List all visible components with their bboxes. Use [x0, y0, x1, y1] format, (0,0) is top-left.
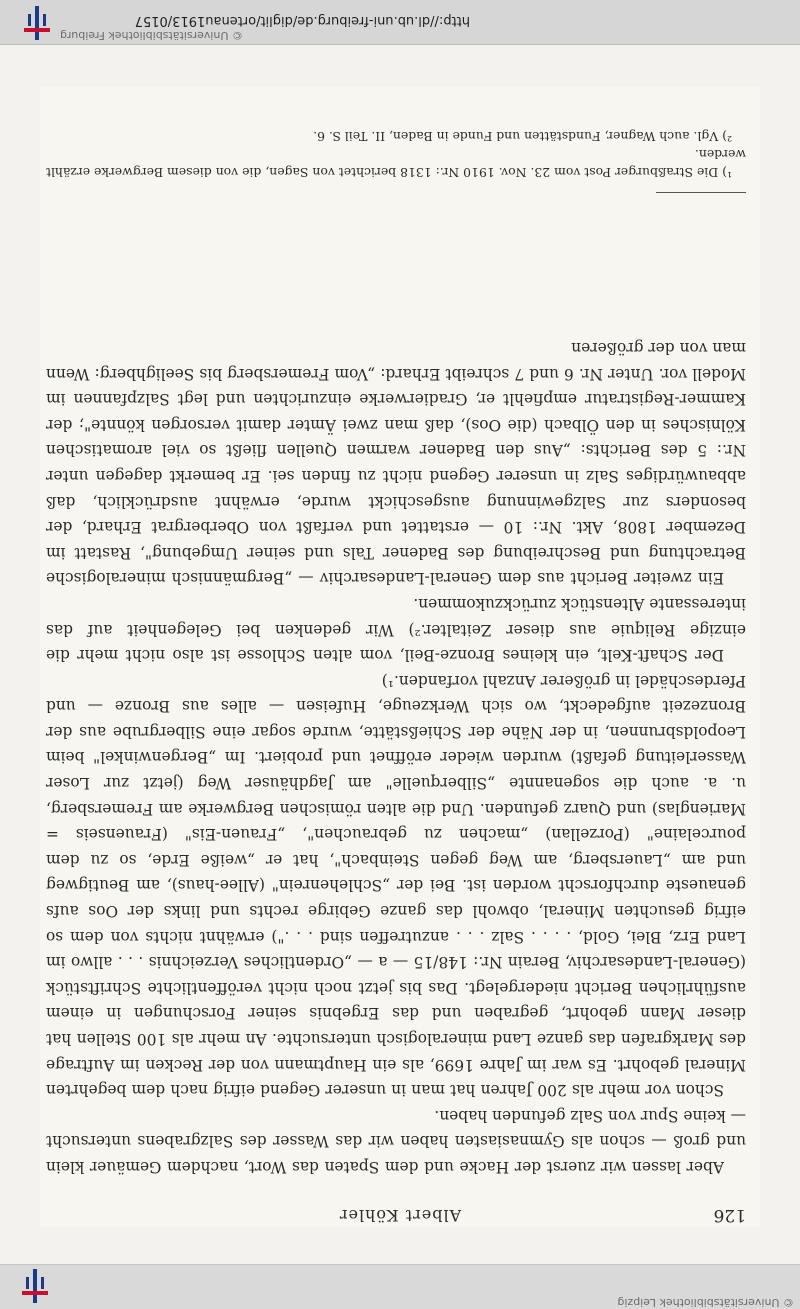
scanned-page: [40, 87, 760, 1227]
footnote: ¹) Die Straßburger Post vom 23. Nov. 1910 Nr.: 1318 berichtet von Sagen, die von diesem Bergwerke erzählt werden.: [46, 147, 746, 180]
permalink[interactable]: http://dl.ub.uni-freiburg.de/diglit/ortenau1913/0157: [134, 13, 470, 28]
page-header: [40, 1201, 760, 1227]
page-number: 126: [713, 1205, 746, 1225]
copyright-notice: © Universitätsbibliothek Leipzig: [617, 1296, 794, 1309]
page-body: [46, 334, 746, 1179]
copyright-notice: © Universitätsbibliothek Freiburg: [60, 29, 243, 42]
paragraph: Schon vor mehr als 200 Jahren hat man in unserer Gegend eifrig nach dem begehrten Mineral gebohrt. Es war im Jahre 1699, als ein Hauptmann von der Recken im Auftrage des Markgrafen das ganze Land mineralogisch untersuchte. An mehr als 100 Stellen hat dieser Mann gebohrt, gegraben und das Ergebnis seiner Forschungen in einem ausführlichen Bericht niedergelegt. Das bis jetzt noch nicht veröffentlichte Schriftstück (General-Landesarchiv, Berain Nr.: 148/15 — a — „Ordentliches Verzeichnis . . . allwo im Land Erz, Blei, Gold, . . . . Salz . . . anzutreffen sind . . .") erwähnt nichts von dem so eifrig gesuchten Mineral, obwohl das ganze Gebirge rechts und links der Oos aufs genaueste durchforscht worden ist. Bei der „Schlehenrein" (Allee-haus), am Beutigweg und am „Lauersberg, am Weg gegen Steinbach", hat er „weiße Erde, so zu dem pourcelaine" (Porzellan) „machen zu gebrauchen", „Frauen-Eis" (Frauenseis = Marienglas) und Quarz gefunden. Und die alten römischen Bergwerke am Fremersberg, u. a. auch die sogenannte „Silberquelle" am Jagdhäuser Weg (jetzt zur Loser Wasserleitung gefaßt) wurden wieder eröffnet und probiert. Im „Bergenwinkel" beim Leopoldsbrunnen, in der Nähe der Schießstätte, wurde sogar eine Silbergrube aus der Bronzezeit aufgedeckt, wo sich Werkzeuge, Hufeisen — alles aus Bronze — und Pferdeschädel in größerer Anzahl vorfanden.¹): [46, 671, 746, 1100]
library-logo-icon: [22, 1269, 48, 1303]
paragraph: Aber lassen wir zuerst der Hacke und dem Spaten das Wort, nachdem Gemäuer klein und groß — schon als Gymnasiasten haben wir das Wasser des Salzgrabens untersucht — keine Spur von Salz gefunden haben.: [46, 1106, 746, 1176]
library-logo-icon: [24, 6, 50, 40]
viewer-footer: [0, 0, 800, 45]
viewer-header: [0, 1264, 800, 1309]
footnotes: [46, 127, 746, 181]
footnote: ²) Vgl. auch Wagner, Fundstätten und Funde in Baden, II. Teil S. 6.: [313, 129, 732, 144]
paragraph: Ein zweiter Bericht aus dem General-Landesarchiv — „Bergmännisch mineralogische Betrachtung und Beschreibung des Badener Tals und seiner Umgebung", Rastatt im Dezember 1808, Akt. Nr.: 10 — erstattet und verfaßt von Oberbergrat Erhard, der besonders zur Salzgewinnung ausgeschickt wurde, erwähnt ausdrücklich, daß abbauwürdiges Salz in unserer Gegend nicht zu finden sei. Er bemerkt dagegen unter Nr.: 5 des Berichts: „Aus den Badener warmen Quellen fließt so viel aromatischen Kölnisches in den Ölbach (die Oos), daß man zwei Ämter damit versorgen könnte"; der Kammer-Registratur empfiehlt er, Gradierwerke einzurichten und legt Salzpfannen im Modell vor. Unter Nr. 6 und 7 schreibt Erhard: „Vom Fremersberg bis Seelighberg: Wenn man von der größeren: [46, 339, 746, 588]
running-head: Albert Köhler: [338, 1206, 462, 1225]
footnote-divider: [656, 192, 746, 193]
paragraph: Der Schaft-Kelt, ein kleines Bronze-Beil, vom alten Schlosse ist also nicht mehr die einzige Reliquie aus dieser Zeitalter.²) Wir gedenken bei Gelegenheit auf das interessante Altenstück zurückzukommen.: [46, 594, 746, 665]
